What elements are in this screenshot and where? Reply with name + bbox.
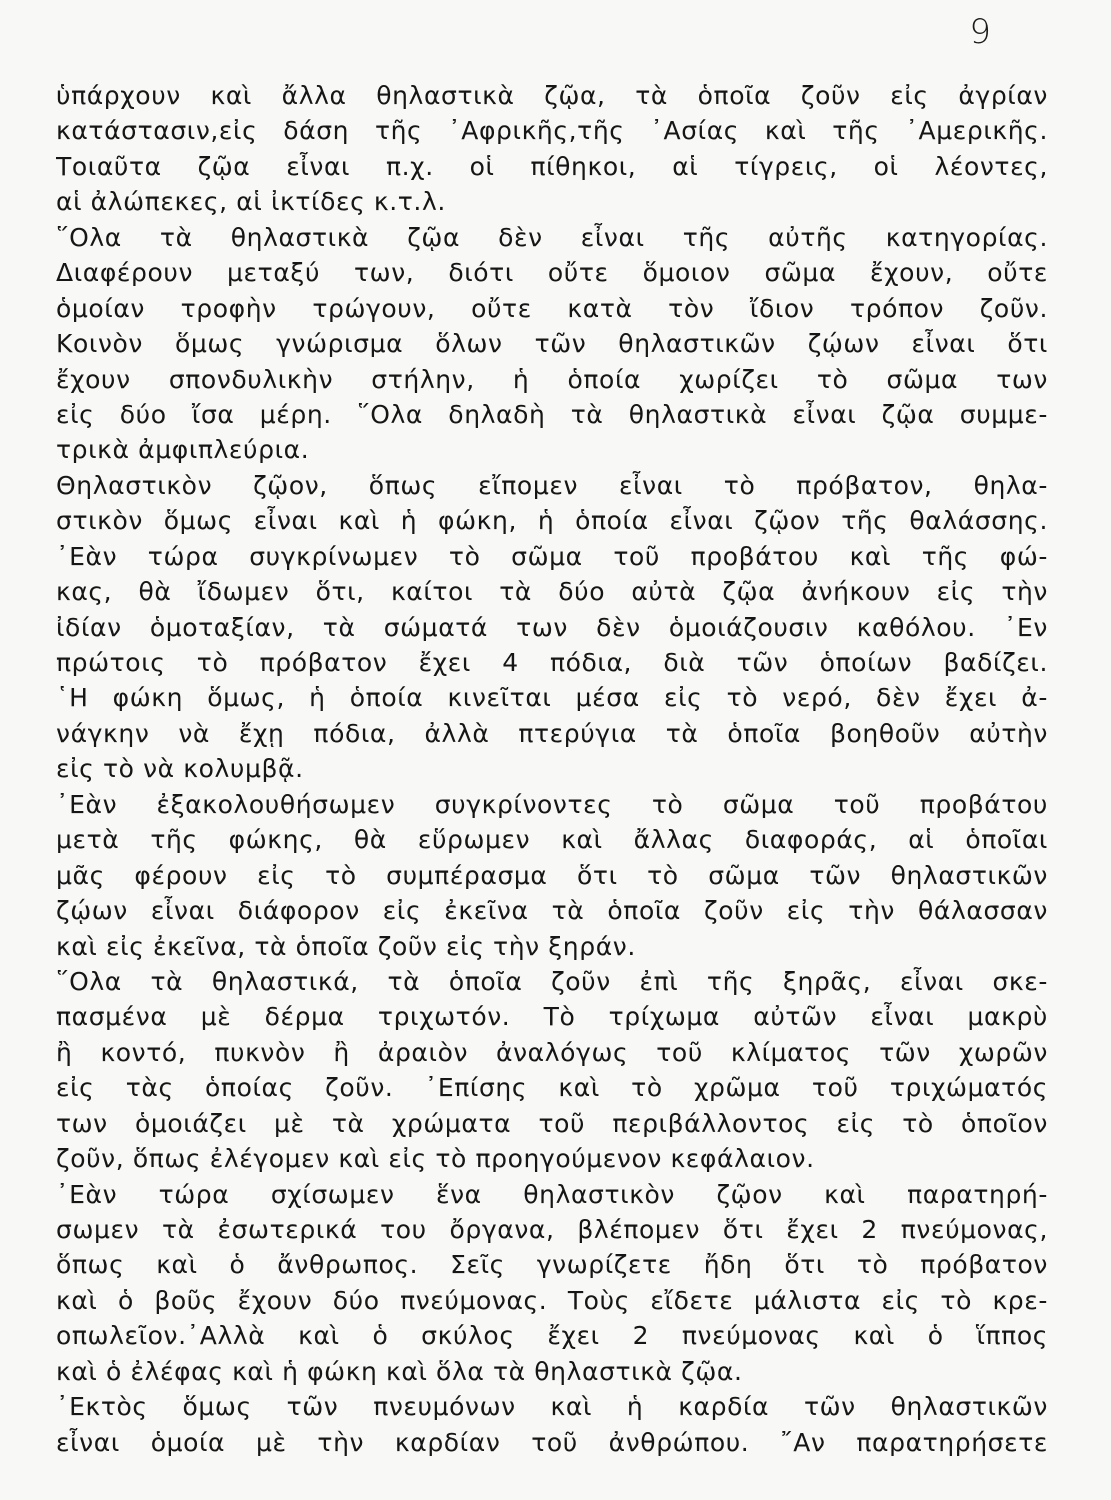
text-line: καὶ ὁ ἐλέφας καὶ ἡ φώκη καὶ ὅλα τὰ θηλαστικὰ ζῷα. (56, 1356, 743, 1386)
text-line: πρώτοις τὸ πρόβατον ἔχει 4 πόδια, διὰ τῶν ὁποίων βαδίζει. (56, 648, 1048, 677)
text-line: ζοῦν, ὅπως ἐλέγομεν καὶ εἰς τὸ προηγούμενον κεφάλαιον. (56, 1144, 815, 1174)
text-line: νάγκην νὰ ἔχῃ πόδια, ἀλλὰ πτερύγια τὰ ὁποῖα βοηθοῦν αὐτὴν (56, 718, 1048, 748)
text-line: ῞Ολα τὰ θηλαστικά, τὰ ὁποῖα ζοῦν ἐπὶ τῆς ξηρᾶς, εἶναι σκε- (56, 966, 1048, 996)
text-line: εἶναι ὁμοία μὲ τὴν καρδίαν τοῦ ἀνθρώπου. ῎Αν παρατηρήσετε (56, 1427, 1048, 1457)
text-line: των ὁμοιάζει μὲ τὰ χρώματα τοῦ περιβάλλοντος εἰς τὸ ὁποῖον (56, 1108, 1048, 1138)
text-line: ζῴων εἶναι διάφορον εἰς ἐκεῖνα τὰ ὁποῖα ζοῦν εἰς τὴν θάλασσαν (56, 896, 1048, 926)
text-line: ᾽Εκτὸς ὅμως τῶν πνευμόνων καὶ ἡ καρδία τῶν θηλαστικῶν (56, 1392, 1048, 1422)
text-line: ῞Ολα τὰ θηλαστικὰ ζῷα δὲν εἶναι τῆς αὐτῆς κατηγορίας. (56, 222, 1048, 252)
text-line: καὶ ὁ βοῦς ἔχουν δύο πνεύμονας. Τοὺς εἴδετε μάλιστα εἰς τὸ κρε- (56, 1285, 1048, 1315)
text-line: μᾶς φέρουν εἰς τὸ συμπέρασμα ὅτι τὸ σῶμα τῶν θηλαστικῶν (56, 860, 1048, 890)
text-line: σωμεν τὰ ἐσωτερικά του ὄργανα, βλέπομεν ὅτι ἔχει 2 πνεύμονας, (56, 1215, 1048, 1244)
text-line: ᾽Εὰν τώρα σχίσωμεν ἕνα θηλαστικὸν ζῷον καὶ παρατηρή- (56, 1179, 1048, 1209)
text-line: Διαφέρουν μεταξύ των, διότι οὔτε ὅμοιον σῶμα ἔχουν, οὔτε (56, 258, 1048, 288)
text-line: ἔχουν σπονδυλικὴν στήλην, ἡ ὁποία χωρίζει τὸ σῶμα των (56, 364, 1048, 394)
text-line: τρικὰ ἀμφιπλεύρια. (56, 435, 310, 465)
text-line: ὅπως καὶ ὁ ἄνθρωπος. Σεῖς γνωρίζετε ἤδη ὅτι τὸ πρόβατον (56, 1250, 1048, 1280)
text-line: ᾽Εὰν ἐξακολουθήσωμεν συγκρίνοντες τὸ σῶμα τοῦ προβάτου (56, 789, 1048, 819)
text-line: κατάστασιν,εἰς δάση τῆς ᾽Αφρικῆς,τῆς ᾽Ασίας καὶ τῆς ᾽Αμερικῆς. (56, 116, 1048, 146)
text-line: Τοιαῦτα ζῷα εἶναι π.χ. οἱ πίθηκοι, αἱ τίγρεις, οἱ λέοντες, (56, 151, 1048, 181)
text-line: ὁμοίαν τροφὴν τρώγουν, οὔτε κατὰ τὸν ἴδιον τρόπον ζοῦν. (56, 293, 1048, 323)
text-line: ὑπάρχουν καὶ ἄλλα θηλαστικὰ ζῷα, τὰ ὁποῖα ζοῦν εἰς ἀγρίαν (56, 81, 1048, 110)
text-line: ἰδίαν ὁμοταξίαν, τὰ σώματά των δὲν ὁμοιάζουσιν καθόλου. ᾽Εν (56, 612, 1048, 642)
text-line: εἰς τὰς ὁποίας ζοῦν. ᾽Επίσης καὶ τὸ χρῶμα τοῦ τριχώματός (56, 1073, 1048, 1103)
text-line: ῾Η φώκη ὅμως, ἡ ὁποία κινεῖται μέσα εἰς τὸ νερό, δὲν ἔχει ἀ- (56, 683, 1048, 713)
text-line: ᾽Εὰν τώρα συγκρίνωμεν τὸ σῶμα τοῦ προβάτου καὶ τῆς φώ- (56, 541, 1048, 571)
text-line: στικὸν ὅμως εἶναι καὶ ἡ φώκη, ἡ ὁποία εἶναι ζῷον τῆς θαλάσσης. (56, 506, 1048, 536)
text-line: εἰς δύο ἴσα μέρη. ῞Ολα δηλαδὴ τὰ θηλαστικὰ εἶναι ζῷα συμμε- (56, 399, 1048, 429)
text-line: εἰς τὸ νὰ κολυμβᾷ. (56, 754, 304, 784)
text-line: κας, θὰ ἴδωμεν ὅτι, καίτοι τὰ δύο αὐτὰ ζῷα ἀνήκουν εἰς τὴν (56, 577, 1048, 607)
text-line: καὶ εἰς ἐκεῖνα, τὰ ὁποῖα ζοῦν εἰς τὴν ξηράν. (56, 931, 636, 961)
text-line: μετὰ τῆς φώκης, θὰ εὕρωμεν καὶ ἄλλας διαφοράς, αἱ ὁποῖαι (56, 825, 1048, 855)
text-line: αἱ ἀλώπεκες, αἱ ἰκτίδες κ.τ.λ. (56, 187, 446, 217)
text-line: Θηλαστικὸν ζῷον, ὅπως εἴπομεν εἶναι τὸ πρόβατον, θηλα- (56, 470, 1048, 500)
text-line: πασμένα μὲ δέρμα τριχωτόν. Τὸ τρίχωμα αὐτῶν εἶναι μακρὺ (56, 1002, 1048, 1032)
text-line: Κοινὸν ὅμως γνώρισμα ὅλων τῶν θηλαστικῶν ζῴων εἶναι ὅτι (56, 329, 1048, 359)
text-line: οπωλεῖον.᾽Αλλὰ καὶ ὁ σκύλος ἔχει 2 πνεύμονας καὶ ὁ ἵππος (56, 1321, 1048, 1351)
text-line: ἢ κοντό, πυκνὸν ἢ ἀραιὸν ἀναλόγως τοῦ κλίματος τῶν χωρῶν (56, 1037, 1048, 1067)
page-number: 9 (969, 12, 991, 52)
body-text (56, 78, 1048, 1460)
